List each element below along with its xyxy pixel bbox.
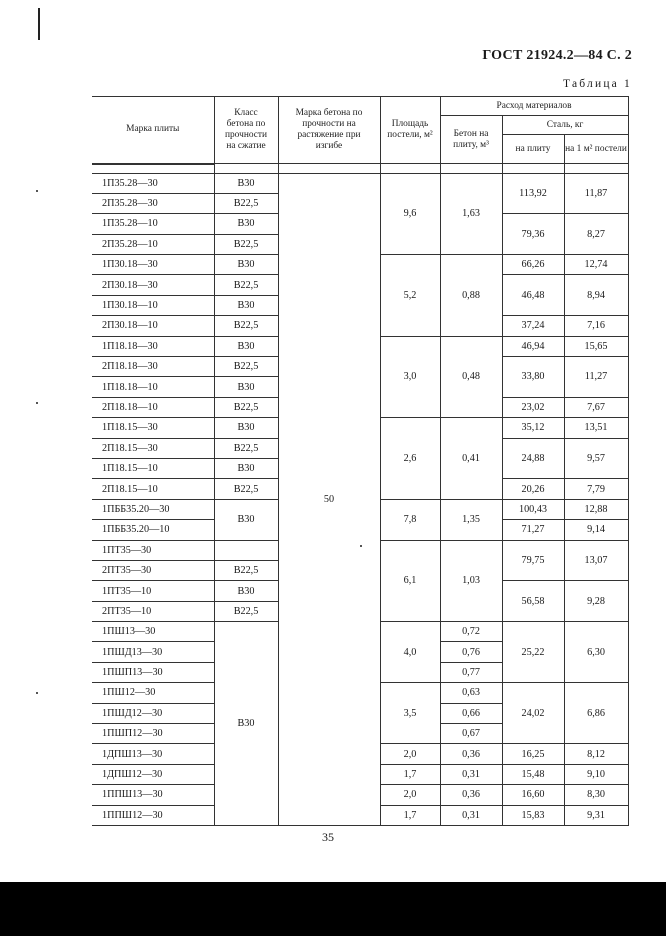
mark-cell: 2П18.18—30	[92, 357, 214, 377]
table-row	[92, 173, 628, 193]
steel-plate-cell: 24,88	[502, 438, 564, 479]
concrete-cell: 0,36	[440, 744, 502, 764]
col-area-header: Площадь постели, м²	[380, 97, 440, 164]
area-cell: 6,1	[380, 540, 440, 622]
mark-cell: 1ППШ12—30	[92, 805, 214, 825]
steel-plate-cell: 23,02	[502, 397, 564, 417]
class-cell: B22,5	[214, 234, 278, 254]
steel-plate-cell: 46,94	[502, 336, 564, 356]
area-cell: 2,0	[380, 785, 440, 805]
mark-cell: 2П35.28—10	[92, 234, 214, 254]
mark-cell: 1ПШП13—30	[92, 662, 214, 682]
mark-cell: 1П30.18—30	[92, 255, 214, 275]
steel-m2-cell: 9,57	[564, 438, 628, 479]
steel-m2-cell: 15,65	[564, 336, 628, 356]
class-cell: B30	[214, 622, 278, 826]
concrete-cell: 0,31	[440, 805, 502, 825]
mark-cell: 1ДПШ13—30	[92, 744, 214, 764]
area-cell: 3,5	[380, 683, 440, 744]
steel-m2-cell: 13,51	[564, 418, 628, 438]
class-cell: B30	[214, 458, 278, 478]
steel-plate-cell: 113,92	[502, 173, 564, 214]
steel-plate-cell: 20,26	[502, 479, 564, 499]
steel-plate-cell: 79,75	[502, 540, 564, 581]
steel-m2-cell: 11,87	[564, 173, 628, 214]
mark-cell: 1П30.18—10	[92, 295, 214, 315]
mark-cell: 1ПТ35—30	[92, 540, 214, 560]
col-consumption-header: Расход материалов	[440, 97, 628, 116]
concrete-cell: 0,72	[440, 622, 502, 642]
area-cell: 2,0	[380, 744, 440, 764]
materials-table	[92, 96, 629, 826]
concrete-cell: 1,35	[440, 499, 502, 540]
steel-m2-cell: 8,30	[564, 785, 628, 805]
steel-plate-cell: 35,12	[502, 418, 564, 438]
mark-cell: 1ПШД13—30	[92, 642, 214, 662]
steel-plate-cell: 100,43	[502, 499, 564, 519]
class-cell: B30	[214, 295, 278, 315]
mark-cell: 1ПББ35.20—30	[92, 499, 214, 519]
class-cell: B22,5	[214, 438, 278, 458]
col-steel-header: Сталь, кг	[502, 116, 628, 135]
class-cell: B22,5	[214, 560, 278, 580]
mark-cell: 1П18.18—30	[92, 336, 214, 356]
concrete-cell: 0,48	[440, 336, 502, 418]
steel-m2-cell: 9,10	[564, 764, 628, 784]
class-cell: B30	[214, 499, 278, 540]
area-cell: 7,8	[380, 499, 440, 540]
class-cell: B22,5	[214, 357, 278, 377]
mark-cell: 1ПШ13—30	[92, 622, 214, 642]
area-cell: 9,6	[380, 173, 440, 255]
mark-cell: 2П18.15—30	[92, 438, 214, 458]
steel-m2-cell: 8,94	[564, 275, 628, 316]
steel-m2-cell: 7,16	[564, 316, 628, 336]
mark-cell: 2ПТ35—30	[92, 560, 214, 580]
col-class-header: Класс бетона по прочности на сжатие	[214, 97, 278, 164]
area-cell: 3,0	[380, 336, 440, 418]
concrete-cell: 0,41	[440, 418, 502, 500]
concrete-cell: 0,31	[440, 764, 502, 784]
mark-cell: 1П18.18—10	[92, 377, 214, 397]
col-mark-header: Марка плиты	[92, 97, 214, 164]
steel-m2-cell: 12,74	[564, 255, 628, 275]
mark-cell: 2П18.15—10	[92, 479, 214, 499]
steel-plate-cell: 37,24	[502, 316, 564, 336]
concrete-cell: 0,77	[440, 662, 502, 682]
scan-edge-mark	[38, 8, 40, 40]
concrete-cell: 0,67	[440, 724, 502, 744]
steel-m2-cell: 6,30	[564, 622, 628, 683]
mark-cell: 2П30.18—30	[92, 275, 214, 295]
class-cell: B30	[214, 581, 278, 601]
mark-cell: 1П18.15—30	[92, 418, 214, 438]
page-number: 35	[322, 830, 334, 844]
mark-cell: 2П35.28—30	[92, 193, 214, 213]
mark-cell: 2П18.18—10	[92, 397, 214, 417]
table-label: Таблица 1	[563, 78, 632, 90]
area-cell: 1,7	[380, 764, 440, 784]
class-cell: B30	[214, 214, 278, 234]
class-cell: B30	[214, 255, 278, 275]
class-cell: B22,5	[214, 601, 278, 621]
concrete-cell: 0,63	[440, 683, 502, 703]
col-steel-per-m2-header: на 1 м² постели	[564, 135, 628, 164]
scan-footer-band	[0, 882, 666, 936]
steel-m2-cell: 9,14	[564, 520, 628, 540]
col-steel-per-plate-header: на плиту	[502, 135, 564, 164]
class-cell: B30	[214, 173, 278, 193]
steel-plate-cell: 15,48	[502, 764, 564, 784]
steel-m2-cell: 7,67	[564, 397, 628, 417]
class-cell: B22,5	[214, 316, 278, 336]
mark-cell: 1ПШ12—30	[92, 683, 214, 703]
steel-plate-cell: 79,36	[502, 214, 564, 255]
steel-m2-cell: 9,28	[564, 581, 628, 622]
class-cell: B22,5	[214, 397, 278, 417]
steel-m2-cell: 11,27	[564, 357, 628, 398]
scan-dot	[36, 402, 38, 404]
class-cell: B30	[214, 336, 278, 356]
area-cell: 5,2	[380, 255, 440, 337]
steel-m2-cell: 8,12	[564, 744, 628, 764]
mark-cell: 2П30.18—10	[92, 316, 214, 336]
mark-cell: 1ПШД12—30	[92, 703, 214, 723]
area-cell: 1,7	[380, 805, 440, 825]
steel-plate-cell: 66,26	[502, 255, 564, 275]
steel-plate-cell: 25,22	[502, 622, 564, 683]
concrete-cell: 0,36	[440, 785, 502, 805]
area-cell: 2,6	[380, 418, 440, 500]
steel-plate-cell: 16,25	[502, 744, 564, 764]
class-cell: B22,5	[214, 479, 278, 499]
concrete-cell: 0,88	[440, 255, 502, 337]
grade-cell: 50	[278, 173, 380, 826]
concrete-cell: 1,03	[440, 540, 502, 622]
class-cell: B22,5	[214, 275, 278, 295]
scan-dot	[36, 190, 38, 192]
class-cell: B22,5	[214, 193, 278, 213]
steel-m2-cell: 7,79	[564, 479, 628, 499]
class-cell: B30	[214, 377, 278, 397]
steel-m2-cell: 9,31	[564, 805, 628, 825]
steel-plate-cell: 71,27	[502, 520, 564, 540]
col-grade-header: Марка бетона по прочности на растяжение при изгибе	[278, 97, 380, 164]
class-cell	[214, 540, 278, 560]
class-cell: B30	[214, 418, 278, 438]
concrete-cell: 0,66	[440, 703, 502, 723]
steel-plate-cell: 15,83	[502, 805, 564, 825]
steel-m2-cell: 6,86	[564, 683, 628, 744]
steel-plate-cell: 16,60	[502, 785, 564, 805]
steel-plate-cell: 46,48	[502, 275, 564, 316]
steel-plate-cell: 24,02	[502, 683, 564, 744]
mark-cell: 1ППШ13—30	[92, 785, 214, 805]
steel-m2-cell: 12,88	[564, 499, 628, 519]
area-cell: 4,0	[380, 622, 440, 683]
steel-m2-cell: 13,07	[564, 540, 628, 581]
scan-dot	[36, 692, 38, 694]
mark-cell: 1ПШП12—30	[92, 724, 214, 744]
col-concrete-header: Бетон на плиту, м³	[440, 116, 502, 164]
mark-cell: 1П35.28—30	[92, 173, 214, 193]
mark-cell: 1ДПШ12—30	[92, 764, 214, 784]
concrete-cell: 0,76	[440, 642, 502, 662]
mark-cell: 2ПТ35—10	[92, 601, 214, 621]
concrete-cell: 1,63	[440, 173, 502, 255]
mark-cell: 1ПББ35.20—10	[92, 520, 214, 540]
steel-m2-cell: 8,27	[564, 214, 628, 255]
mark-cell: 1П35.28—10	[92, 214, 214, 234]
steel-plate-cell: 56,58	[502, 581, 564, 622]
mark-cell: 1П18.15—10	[92, 458, 214, 478]
document-header: ГОСТ 21924.2—84 С. 2	[482, 48, 632, 63]
steel-plate-cell: 33,80	[502, 357, 564, 398]
mark-cell: 1ПТ35—10	[92, 581, 214, 601]
